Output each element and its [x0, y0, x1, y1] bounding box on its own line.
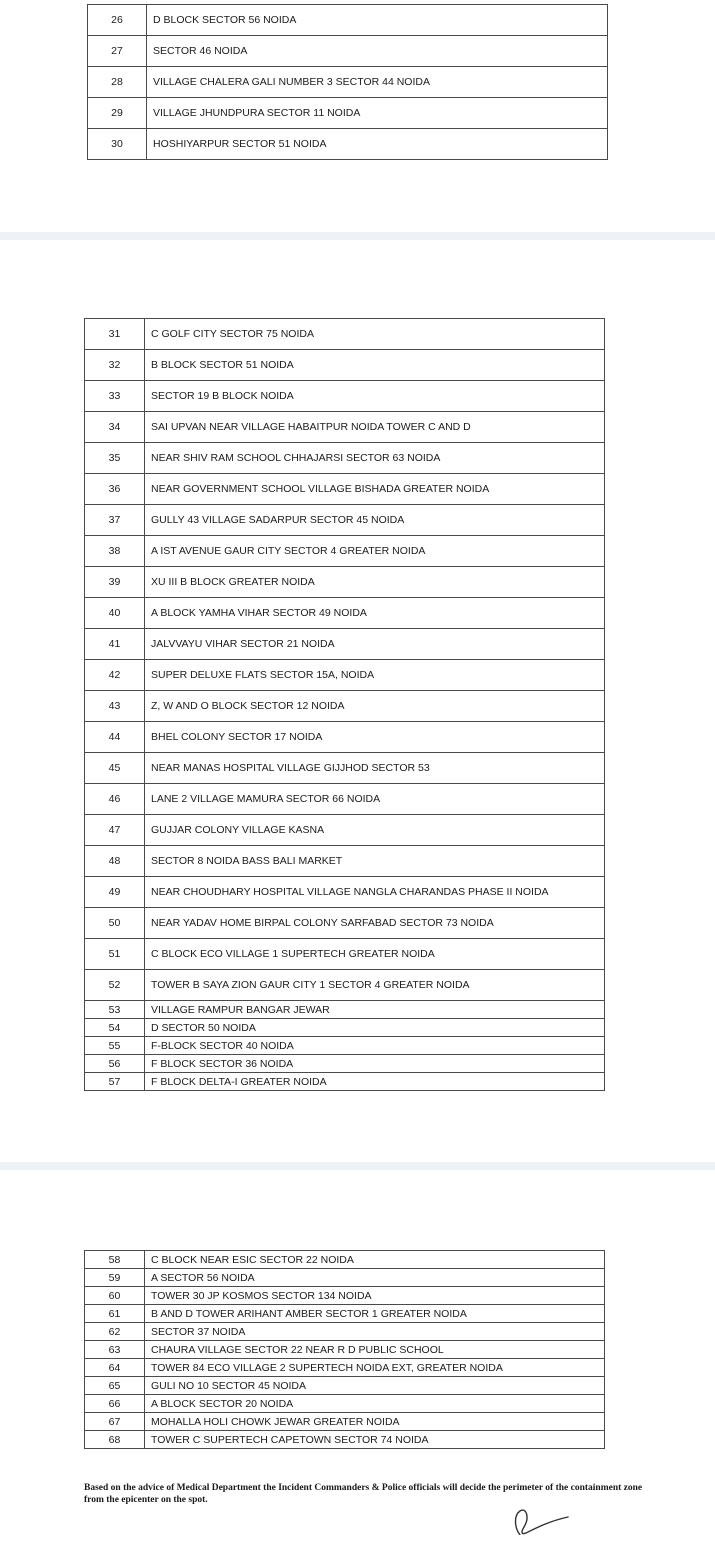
table-row [85, 939, 605, 970]
location-cell: SECTOR 19 B BLOCK NOIDA [145, 381, 605, 412]
location-cell: GULI NO 10 SECTOR 45 NOIDA [145, 1377, 605, 1395]
location-cell: F BLOCK DELTA-I GREATER NOIDA [145, 1073, 605, 1091]
table-row [85, 1413, 605, 1431]
location-cell: A IST AVENUE GAUR CITY SECTOR 4 GREATER NOIDA [145, 536, 605, 567]
serial-number-cell: 50 [85, 908, 145, 939]
table-row [88, 67, 608, 98]
table-row [88, 98, 608, 129]
table-row [85, 567, 605, 598]
serial-number-cell: 62 [85, 1323, 145, 1341]
serial-number-cell: 39 [85, 567, 145, 598]
serial-number-cell: 58 [85, 1251, 145, 1269]
table-row [85, 1287, 605, 1305]
location-cell: TOWER C SUPERTECH CAPETOWN SECTOR 74 NOIDA [145, 1431, 605, 1449]
table-row [85, 598, 605, 629]
serial-number-cell: 29 [88, 98, 147, 129]
table-body-3 [85, 1251, 605, 1449]
table-row [85, 629, 605, 660]
serial-number-cell: 60 [85, 1287, 145, 1305]
table-row [85, 753, 605, 784]
serial-number-cell: 67 [85, 1413, 145, 1431]
table-row [85, 536, 605, 567]
serial-number-cell: 41 [85, 629, 145, 660]
table-body-2 [85, 319, 605, 1091]
serial-number-cell: 63 [85, 1341, 145, 1359]
table-row [85, 1359, 605, 1377]
table-row [85, 846, 605, 877]
serial-number-cell: 37 [85, 505, 145, 536]
location-cell: F-BLOCK SECTOR 40 NOIDA [145, 1037, 605, 1055]
serial-number-cell: 40 [85, 598, 145, 629]
location-cell: SECTOR 46 NOIDA [147, 36, 608, 67]
serial-number-cell: 45 [85, 753, 145, 784]
location-cell: TOWER 30 JP KOSMOS SECTOR 134 NOIDA [145, 1287, 605, 1305]
containment-note: Based on the advice of Medical Department the Incident Commanders & Police officials will decide the perimeter of the containment zone from the epicenter on the spot. [84, 1483, 643, 1505]
table-row [85, 350, 605, 381]
table-row [85, 1323, 605, 1341]
table-row [85, 815, 605, 846]
serial-number-cell: 36 [85, 474, 145, 505]
document-page-3 [0, 1170, 715, 1549]
location-cell: C BLOCK ECO VILLAGE 1 SUPERTECH GREATER NOIDA [145, 939, 605, 970]
table-body-1 [88, 5, 608, 160]
table-row [85, 1001, 605, 1019]
table-row [85, 970, 605, 1001]
table-row [85, 443, 605, 474]
serial-number-cell: 35 [85, 443, 145, 474]
location-cell: Z, W AND O BLOCK SECTOR 12 NOIDA [145, 691, 605, 722]
table-row [85, 1431, 605, 1449]
serial-number-cell: 28 [88, 67, 147, 98]
table-row [88, 36, 608, 67]
document-page-2 [0, 240, 715, 1162]
serial-number-cell: 66 [85, 1395, 145, 1413]
location-cell: HOSHIYARPUR SECTOR 51 NOIDA [147, 129, 608, 160]
location-cell: C BLOCK NEAR ESIC SECTOR 22 NOIDA [145, 1251, 605, 1269]
serial-number-cell: 56 [85, 1055, 145, 1073]
location-cell: LANE 2 VILLAGE MAMURA SECTOR 66 NOIDA [145, 784, 605, 815]
table-row [85, 412, 605, 443]
table-row [88, 5, 608, 36]
location-cell: NEAR CHOUDHARY HOSPITAL VILLAGE NANGLA CHARANDAS PHASE II NOIDA [145, 877, 605, 908]
serial-number-cell: 42 [85, 660, 145, 691]
table-row [85, 1073, 605, 1091]
location-cell: A BLOCK YAMHA VIHAR SECTOR 49 NOIDA [145, 598, 605, 629]
location-cell: MOHALLA HOLI CHOWK JEWAR GREATER NOIDA [145, 1413, 605, 1431]
serial-number-cell: 47 [85, 815, 145, 846]
table-row [85, 722, 605, 753]
serial-number-cell: 68 [85, 1431, 145, 1449]
serial-number-cell: 48 [85, 846, 145, 877]
table-row [85, 908, 605, 939]
table-row [85, 660, 605, 691]
location-cell: D SECTOR 50 NOIDA [145, 1019, 605, 1037]
location-cell: CHAURA VILLAGE SECTOR 22 NEAR R D PUBLIC SCHOOL [145, 1341, 605, 1359]
location-cell: VILLAGE JHUNDPURA SECTOR 11 NOIDA [147, 98, 608, 129]
table-row [85, 1395, 605, 1413]
serial-number-cell: 43 [85, 691, 145, 722]
table-row [85, 691, 605, 722]
location-cell: NEAR MANAS HOSPITAL VILLAGE GIJJHOD SECTOR 53 [145, 753, 605, 784]
location-cell: SECTOR 37 NOIDA [145, 1323, 605, 1341]
table-row [85, 1037, 605, 1055]
location-cell: B AND D TOWER ARIHANT AMBER SECTOR 1 GREATER NOIDA [145, 1305, 605, 1323]
serial-number-cell: 54 [85, 1019, 145, 1037]
table-row [85, 784, 605, 815]
table-row [85, 474, 605, 505]
serial-number-cell: 65 [85, 1377, 145, 1395]
containment-zone-table-1 [87, 4, 608, 160]
location-cell: SECTOR 8 NOIDA BASS BALI MARKET [145, 846, 605, 877]
table-row [85, 877, 605, 908]
location-cell: BHEL COLONY SECTOR 17 NOIDA [145, 722, 605, 753]
location-cell: VILLAGE CHALERA GALI NUMBER 3 SECTOR 44 NOIDA [147, 67, 608, 98]
location-cell: NEAR GOVERNMENT SCHOOL VILLAGE BISHADA GREATER NOIDA [145, 474, 605, 505]
serial-number-cell: 27 [88, 36, 147, 67]
serial-number-cell: 44 [85, 722, 145, 753]
serial-number-cell: 59 [85, 1269, 145, 1287]
location-cell: SUPER DELUXE FLATS SECTOR 15A, NOIDA [145, 660, 605, 691]
location-cell: A BLOCK SECTOR 20 NOIDA [145, 1395, 605, 1413]
table-row [85, 1305, 605, 1323]
serial-number-cell: 51 [85, 939, 145, 970]
serial-number-cell: 64 [85, 1359, 145, 1377]
table-row [85, 381, 605, 412]
table-row [85, 1019, 605, 1037]
serial-number-cell: 57 [85, 1073, 145, 1091]
location-cell: NEAR YADAV HOME BIRPAL COLONY SARFABAD SECTOR 73 NOIDA [145, 908, 605, 939]
table-row [85, 505, 605, 536]
signature-icon [490, 1505, 580, 1535]
serial-number-cell: 30 [88, 129, 147, 160]
document-page-1 [0, 0, 715, 232]
table-row [85, 1055, 605, 1073]
location-cell: F BLOCK SECTOR 36 NOIDA [145, 1055, 605, 1073]
table-row [85, 1269, 605, 1287]
table-row [85, 319, 605, 350]
serial-number-cell: 38 [85, 536, 145, 567]
table-row [85, 1341, 605, 1359]
location-cell: VILLAGE RAMPUR BANGAR JEWAR [145, 1001, 605, 1019]
location-cell: XU III B BLOCK GREATER NOIDA [145, 567, 605, 598]
serial-number-cell: 32 [85, 350, 145, 381]
location-cell: SAI UPVAN NEAR VILLAGE HABAITPUR NOIDA TOWER C AND D [145, 412, 605, 443]
table-row [85, 1377, 605, 1395]
serial-number-cell: 31 [85, 319, 145, 350]
containment-zone-table-2 [84, 318, 605, 1091]
serial-number-cell: 33 [85, 381, 145, 412]
containment-zone-table-3 [84, 1250, 605, 1449]
table-row [85, 1251, 605, 1269]
location-cell: JALVVAYU VIHAR SECTOR 21 NOIDA [145, 629, 605, 660]
serial-number-cell: 52 [85, 970, 145, 1001]
location-cell: TOWER B SAYA ZION GAUR CITY 1 SECTOR 4 GREATER NOIDA [145, 970, 605, 1001]
location-cell: GUJJAR COLONY VILLAGE KASNA [145, 815, 605, 846]
location-cell: TOWER 84 ECO VILLAGE 2 SUPERTECH NOIDA EXT, GREATER NOIDA [145, 1359, 605, 1377]
serial-number-cell: 46 [85, 784, 145, 815]
location-cell: C GOLF CITY SECTOR 75 NOIDA [145, 319, 605, 350]
serial-number-cell: 53 [85, 1001, 145, 1019]
serial-number-cell: 49 [85, 877, 145, 908]
location-cell: A SECTOR 56 NOIDA [145, 1269, 605, 1287]
serial-number-cell: 26 [88, 5, 147, 36]
location-cell: B BLOCK SECTOR 51 NOIDA [145, 350, 605, 381]
location-cell: NEAR SHIV RAM SCHOOL CHHAJARSI SECTOR 63 NOIDA [145, 443, 605, 474]
serial-number-cell: 34 [85, 412, 145, 443]
table-row [88, 129, 608, 160]
location-cell: GULLY 43 VILLAGE SADARPUR SECTOR 45 NOIDA [145, 505, 605, 536]
serial-number-cell: 61 [85, 1305, 145, 1323]
serial-number-cell: 55 [85, 1037, 145, 1055]
location-cell: D BLOCK SECTOR 56 NOIDA [147, 5, 608, 36]
